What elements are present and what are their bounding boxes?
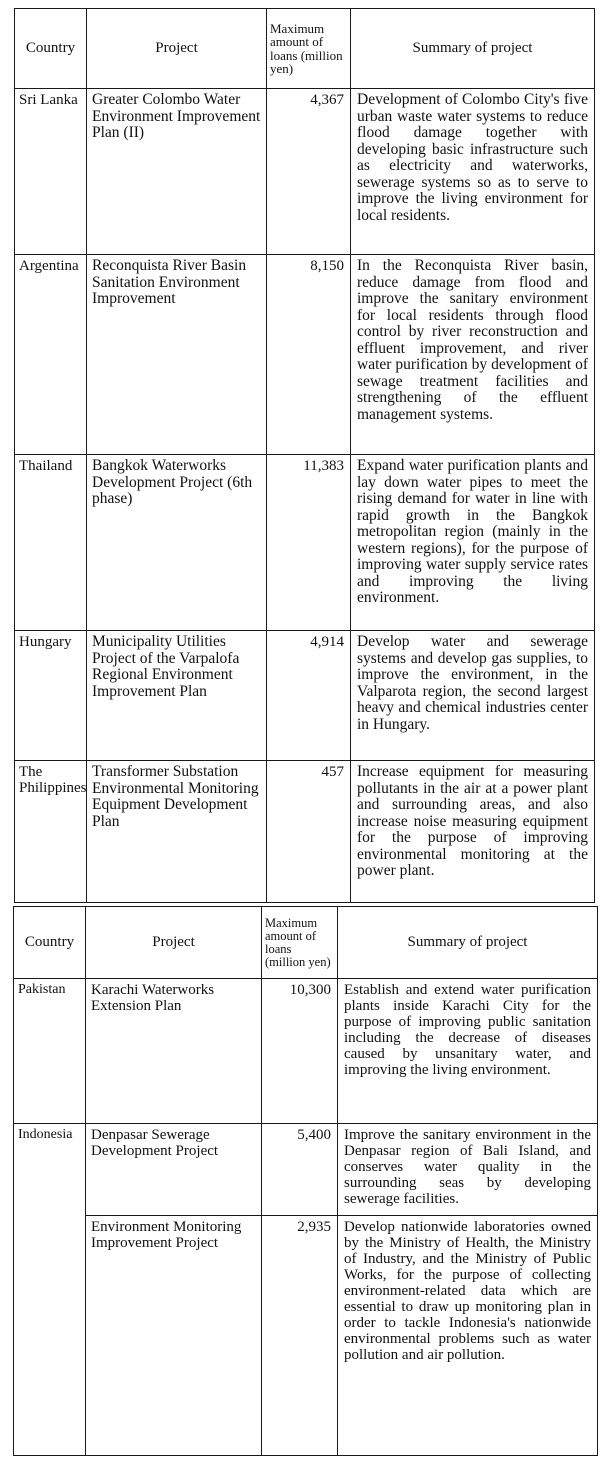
amount-cell: 11,383 — [267, 455, 351, 631]
country-cell: The Philippines — [15, 761, 87, 903]
country-cell: Sri Lanka — [15, 89, 87, 255]
amount-cell: 4,914 — [267, 631, 351, 761]
project-cell: Municipality Utilities Project of the Varpalofa Regional Environment Improvement Plan — [87, 631, 267, 761]
amount-cell: 2,935 — [262, 1216, 338, 1456]
summary-cell: Improve the sanitary environment in the Denpasar region of Bali Island, and conserves water quality in the surrounding seas by developing sewerage facilities. — [338, 1124, 598, 1216]
project-cell: Greater Colombo Water Environment Improvement Plan (II) — [87, 89, 267, 255]
table-row — [15, 631, 595, 761]
country-cell: Indonesia — [14, 1124, 86, 1456]
header-country: Country — [14, 907, 86, 979]
country-cell: Pakistan — [14, 979, 86, 1124]
table-row — [15, 89, 595, 255]
header-project: Project — [86, 907, 262, 979]
header-summary: Summary of project — [351, 9, 595, 89]
summary-cell: Increase equipment for measuring pollutants in the air at a power plant and surrounding areas, and also increase noise measuring equipment for the purpose of improving environmental monitoring at the power plant. — [351, 761, 595, 903]
table-row — [14, 979, 598, 1124]
amount-cell: 4,367 — [267, 89, 351, 255]
header-amount: Maximum amount of loans (million yen) — [267, 9, 351, 89]
table-row — [15, 255, 595, 455]
amount-cell: 5,400 — [262, 1124, 338, 1216]
table-header-row — [15, 9, 595, 89]
loan-table-1 — [14, 8, 595, 903]
summary-cell: Establish and extend water purification plants inside Karachi City for the purpose of improving public sanitation including the decrease of diseases caused by unsanitary water, and improving the living environment. — [338, 979, 598, 1124]
header-country: Country — [15, 9, 87, 89]
summary-cell: Expand water purification plants and lay down water pipes to meet the rising demand for water in line with rapid growth in the Bangkok metropolitan region (mainly in the western regions), for the purpose of improving water supply service rates and improving the living environment. — [351, 455, 595, 631]
project-cell: Transformer Substation Environmental Monitoring Equipment Development Plan — [87, 761, 267, 903]
summary-cell: Development of Colombo City's five urban waste water systems to reduce flood damage together with developing basic infrastructure such as electricity and waterworks, sewerage systems so as to serve to improve the living environment for local residents. — [351, 89, 595, 255]
table-row — [15, 761, 595, 903]
project-cell: Environment Monitoring Improvement Project — [86, 1216, 262, 1456]
country-cell: Hungary — [15, 631, 87, 761]
loan-table-2 — [13, 906, 598, 1456]
table-header-row — [14, 907, 598, 979]
project-cell: Denpasar Sewerage Development Project — [86, 1124, 262, 1216]
summary-cell: Develop nationwide laboratories owned by the Ministry of Health, the Ministry of Industry, and the Ministry of Public Works, for the purpose of collecting environment-related data which are essential to draw up monitoring plan in order to tackle Indonesia's nationwide environmental problems such as water pollution and air pollution. — [338, 1216, 598, 1456]
amount-cell: 10,300 — [262, 979, 338, 1124]
summary-cell: In the Reconquista River basin, reduce damage from flood and improve the sanitary environment for local residents through flood control by river reconstruction and effluent improvement, and river water purification by development of sewage treatment facilities and strengthening of the effluent management systems. — [351, 255, 595, 455]
country-cell: Argentina — [15, 255, 87, 455]
project-cell: Bangkok Waterworks Development Project (6th phase) — [87, 455, 267, 631]
amount-cell: 8,150 — [267, 255, 351, 455]
summary-cell: Develop water and sewerage systems and develop gas supplies, to improve the environment, in the Valparota region, the second largest heavy and chemical industries center in Hungary. — [351, 631, 595, 761]
header-project: Project — [87, 9, 267, 89]
header-summary: Summary of project — [338, 907, 598, 979]
table-row — [15, 455, 595, 631]
amount-cell: 457 — [267, 761, 351, 903]
table-row — [14, 1216, 598, 1456]
header-amount: Maximum amount of loans (million yen) — [262, 907, 338, 979]
project-cell: Reconquista River Basin Sanitation Environment Improvement — [87, 255, 267, 455]
country-cell: Thailand — [15, 455, 87, 631]
project-cell: Karachi Waterworks Extension Plan — [86, 979, 262, 1124]
table-row — [14, 1124, 598, 1216]
